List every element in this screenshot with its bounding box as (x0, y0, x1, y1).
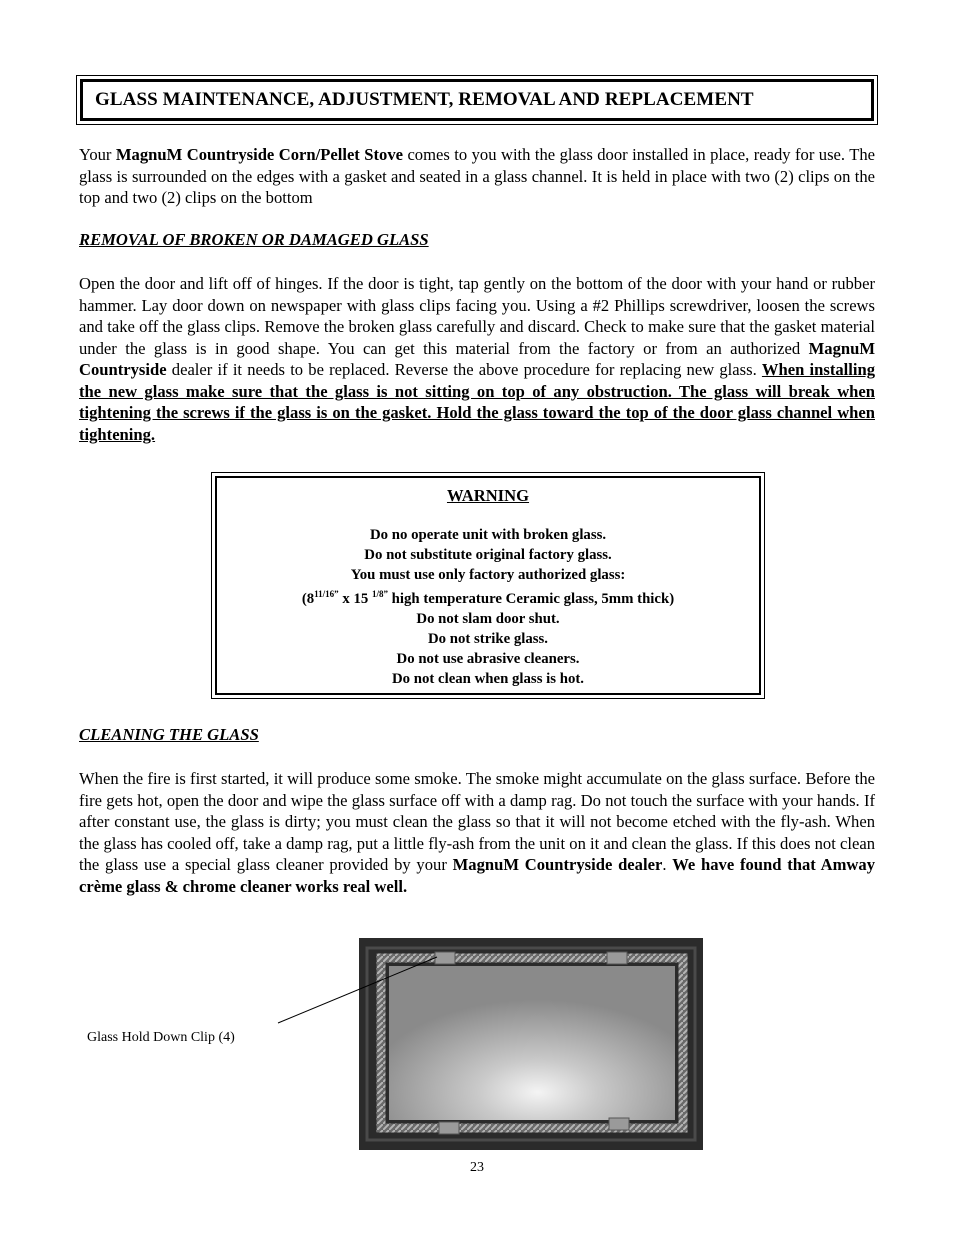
warning-line-1: Do no operate unit with broken glass. (369, 527, 607, 543)
photo-caption: Glass Hold Down Clip (4) (87, 1030, 235, 1045)
glass-door-photo (359, 938, 703, 1150)
warning-line-4 (217, 585, 759, 610)
warning-line-2: Do not substitute original factory glass. (364, 546, 612, 563)
removal-text-2: dealer if it needs to be replaced. Reverse the above procedure for replacing new glass. (166, 360, 762, 379)
warning-line-6: Do not strike glass. (427, 630, 549, 647)
warning-line-8: Do not clean when glass is hot. (392, 670, 584, 687)
removal-caution: When installing the new glass make sure that the glass is not sitting on top of any obstruction. The glass will break when tightening the screws if the glass is on the gasket. Hold the glass toward the top of the door glass channel when tightening. (79, 360, 876, 444)
glass-size-fraction-2: 1/8” (371, 589, 388, 600)
cleaning-dealer: MagnuM Countryside dealer (452, 855, 663, 874)
removal-text-1: Open the door and lift off of hinges. If the door is tight, tap gently on the bottom of the door with your hand or rubber hammer. Lay door down on newspaper with glass clips facing you. Using a #2 Phillips screwdriver, loosen the screws and take off the glass clips. Remove the broken glass carefully and discard. Check to make sure that the gasket material under the glass is in good shape. You can get this material from the factory or from an authorized (79, 274, 875, 358)
warning-box (211, 472, 765, 699)
intro-paragraph (79, 144, 875, 209)
warning-line-5: Do not slam door shut. (416, 611, 560, 628)
warning-line-3: You must use only factory authorized glass: (350, 566, 626, 583)
clip-bottom-left (439, 1122, 459, 1134)
glass-pane (389, 966, 675, 1120)
title-box (76, 75, 878, 125)
warning-inner-border (215, 476, 761, 695)
page-number: 23 (470, 1160, 484, 1175)
clip-top-left (435, 952, 455, 964)
cleaning-text-1: When the fire is first started, it will produce some smoke. The smoke might accumulate on the glass surface. Before the fire gets hot, open the door and wipe the glass surface off with a damp rag. Do not touch the surface with your hands. If after constant use, the glass is dirty; you must clean the glass so that it will not become etched with the fly-ash. When the glass has cooled off, take a damp rag, put a little fly-ash from the unit on it and clean the glass. If this does not clean the glass use a special glass cleaner provided by your (79, 769, 875, 874)
warning-line-7: Do not use abrasive cleaners. (396, 650, 580, 667)
intro-product-name: MagnuM Countryside Corn/Pellet Stove (115, 145, 403, 164)
cleaning-heading: CLEANING THE GLASS (79, 725, 259, 744)
glass-size-mid: x 15 (338, 591, 372, 608)
glass-size-desc: high temperature Ceramic glass, 5mm thick) (387, 591, 675, 608)
intro-text-2: comes to you with the glass door installed in place, ready for use. The glass is surrounded on the edges with a gasket and seated in a glass channel. It is held in place with two (2) clips on the top and two (2) clips on the bottom (79, 145, 876, 207)
warning-title: WARNING (446, 486, 530, 505)
removal-heading: REMOVAL OF BROKEN OR DAMAGED GLASS (79, 230, 429, 249)
removal-paragraph (79, 273, 875, 445)
clip-bottom-right (609, 1118, 629, 1130)
glass-size-open: (8 (301, 591, 315, 608)
page-title: GLASS MAINTENANCE, ADJUSTMENT, REMOVAL AND REPLACEMENT (95, 89, 754, 110)
cleaning-text-2: . (662, 855, 673, 874)
cleaning-paragraph (79, 768, 875, 897)
clip-top-right (607, 952, 627, 964)
intro-text-1: Your (79, 145, 116, 164)
cleaning-recommendation: We have found that Amway crème glass & chrome cleaner works real well. (79, 855, 876, 896)
removal-brand: MagnuM Countryside (79, 338, 875, 379)
title-inner-border (80, 79, 874, 121)
glass-size-fraction-1: 11/16” (314, 589, 339, 600)
